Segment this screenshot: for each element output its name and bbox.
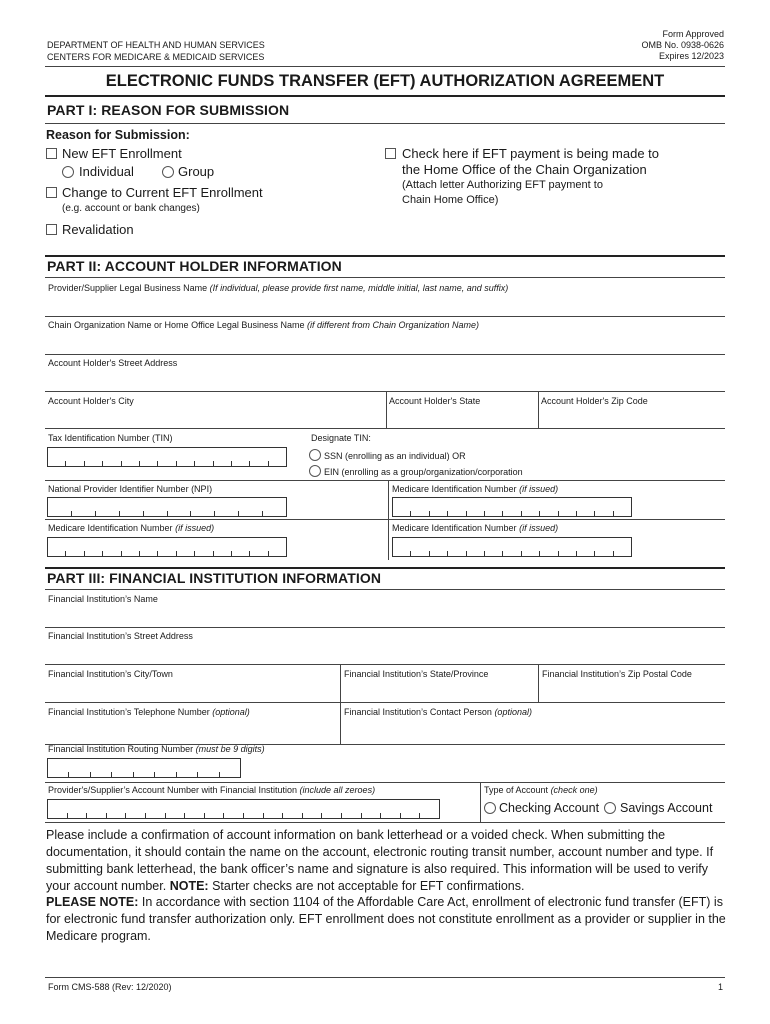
fi-state-divider (538, 664, 539, 702)
new-enrollment-checkbox[interactable] (46, 148, 57, 159)
title-rule (45, 95, 725, 97)
medicare-divider (388, 480, 389, 560)
medicare-id-input-2[interactable] (47, 537, 287, 557)
account-label: Provider's/Supplier’s Account Number with Financial Institution (include all zeroes) (48, 785, 376, 795)
ssn-radio[interactable] (309, 449, 321, 461)
change-enrollment-checkbox[interactable] (46, 187, 57, 198)
street-field[interactable] (45, 391, 725, 392)
fi-city-row-rule[interactable] (45, 702, 725, 703)
designate-tin-label: Designate TIN: (311, 433, 371, 443)
revalidation-label: Revalidation (62, 222, 134, 237)
form-approved: Form Approved (662, 29, 724, 39)
change-enrollment-note: (e.g. account or bank changes) (62, 203, 200, 214)
expires: Expires 12/2023 (658, 51, 724, 61)
ein-radio[interactable] (309, 465, 321, 477)
fi-contact-label: Financial Institution’s Contact Person (optional) (344, 707, 532, 717)
medicare-id-input-3[interactable] (392, 537, 632, 557)
ssn-label: SSN (enrolling as an individual) OR (324, 451, 466, 461)
state-zip-divider (538, 391, 539, 428)
medicare-id-input-1[interactable] (392, 497, 632, 517)
omb-number: OMB No. 0938-0626 (641, 40, 724, 50)
group-label: Group (178, 164, 215, 179)
dept-line-1: DEPARTMENT OF HEALTH AND HUMAN SERVICES (47, 40, 265, 50)
routing-label: Financial Institution Routing Number (must be 9 digits) (48, 744, 265, 754)
fi-city-label: Financial Institution’s City/Town (48, 669, 173, 679)
part3-bottom-rule (45, 822, 725, 823)
new-enrollment-label: New EFT Enrollment (62, 146, 182, 161)
part3-title: PART III: FINANCIAL INSTITUTION INFORMATION (47, 570, 382, 586)
reason-label: Reason for Submission: (46, 128, 190, 142)
part1-title: PART I: REASON FOR SUBMISSION (47, 102, 290, 118)
individual-radio[interactable] (62, 166, 74, 178)
part2-rule (45, 277, 725, 278)
npi-input[interactable] (47, 497, 287, 517)
account-number-input[interactable] (47, 799, 440, 819)
part1-rule (45, 123, 725, 124)
ein-label: EIN (enrolling as a group/organization/corporation (324, 467, 523, 477)
footer-rule (45, 977, 725, 978)
savings-radio[interactable] (604, 802, 616, 814)
header-rule (45, 66, 725, 67)
please-note-paragraph: PLEASE NOTE: In accordance with section 1104 of the Affordable Care Act, enrollment of electronic fund transfer (EFT) is for electronic fund transfer authorization only. EFT enrollment does not constitute enrollment as a provider or supplier in the Medicare program. (46, 895, 726, 943)
city-row-rule[interactable] (45, 428, 725, 429)
part3-top-rule (45, 567, 725, 569)
part2-top-rule (45, 255, 725, 257)
account-type-divider (480, 782, 481, 822)
medicare-id-label-1: Medicare Identification Number (if issued) (392, 484, 559, 494)
chain-line-2: the Home Office of the Chain Organization (402, 162, 647, 177)
medicare-id-label-2: Medicare Identification Number (if issued) (48, 523, 215, 533)
npi-row-rule (45, 519, 725, 520)
chain-name-field[interactable] (45, 354, 725, 355)
fi-name-label: Financial Institution’s Name (48, 594, 158, 604)
fi-phone-label: Financial Institution’s Telephone Number (optional) (48, 707, 250, 717)
routing-row-rule (45, 782, 725, 783)
page-title: ELECTRONIC FUNDS TRANSFER (EFT) AUTHORIZATION AGREEMENT (105, 72, 665, 90)
npi-label: National Provider Identifier Number (NPI) (48, 484, 213, 494)
chain-note-2: Chain Home Office) (402, 194, 499, 206)
tin-label: Tax Identification Number (TIN) (48, 433, 173, 443)
fi-city-divider (340, 664, 341, 744)
legal-name-field[interactable] (45, 316, 725, 317)
part3-rule (45, 589, 725, 590)
checking-radio[interactable] (484, 802, 496, 814)
routing-input[interactable] (47, 758, 241, 778)
state-label: Account Holder's State (389, 396, 481, 406)
chain-name-label: Chain Organization Name or Home Office Legal Business Name (if different from Chain Organization Name) (48, 320, 480, 330)
chain-line-1: Check here if EFT payment is being made to (402, 146, 659, 161)
confirmation-paragraph: Please include a confirmation of account information on bank letterhead or a voided check. When submitting the documentation, it should contain the name on the account, electronic routing transit number, account number and type. If submitting bank letterhead, the bank officer’s name and signature is also required. This information will be used to verify your account number. NOTE: Starter checks are not acceptable for EFT confirmations. (46, 828, 714, 893)
chain-home-office-checkbox[interactable] (385, 148, 396, 159)
city-state-divider (386, 391, 387, 428)
dept-line-2: CENTERS FOR MEDICARE & MEDICAID SERVICES (47, 52, 265, 62)
city-label: Account Holder's City (48, 396, 134, 406)
legal-name-label: Provider/Supplier Legal Business Name (If individual, please provide first name, middle initial, last name, and suffix) (48, 283, 509, 293)
savings-label: Savings Account (620, 801, 713, 815)
fi-state-label: Financial Institution’s State/Province (344, 669, 489, 679)
street-label: Account Holder's Street Address (48, 358, 178, 368)
fi-name-field[interactable] (45, 627, 725, 628)
form-id: Form CMS-588 (Rev: 12/2020) (48, 982, 172, 992)
part2-title: PART II: ACCOUNT HOLDER INFORMATION (47, 258, 342, 274)
checking-label: Checking Account (499, 801, 600, 815)
group-radio[interactable] (162, 166, 174, 178)
fi-zip-label: Financial Institution’s Zip Postal Code (542, 669, 692, 679)
chain-note-1: (Attach letter Authorizing EFT payment to (402, 179, 603, 191)
page-number: 1 (717, 982, 723, 992)
zip-label: Account Holder's Zip Code (541, 396, 648, 406)
account-type-label: Type of Account (check one) (484, 785, 598, 795)
fi-street-field[interactable] (45, 664, 725, 665)
tin-row-rule (45, 480, 725, 481)
fi-street-label: Financial Institution’s Street Address (48, 631, 193, 641)
revalidation-checkbox[interactable] (46, 224, 57, 235)
medicare-id-label-3: Medicare Identification Number (if issued) (392, 523, 559, 533)
change-enrollment-label: Change to Current EFT Enrollment (62, 185, 263, 200)
tin-input[interactable] (47, 447, 287, 467)
individual-label: Individual (79, 164, 134, 179)
